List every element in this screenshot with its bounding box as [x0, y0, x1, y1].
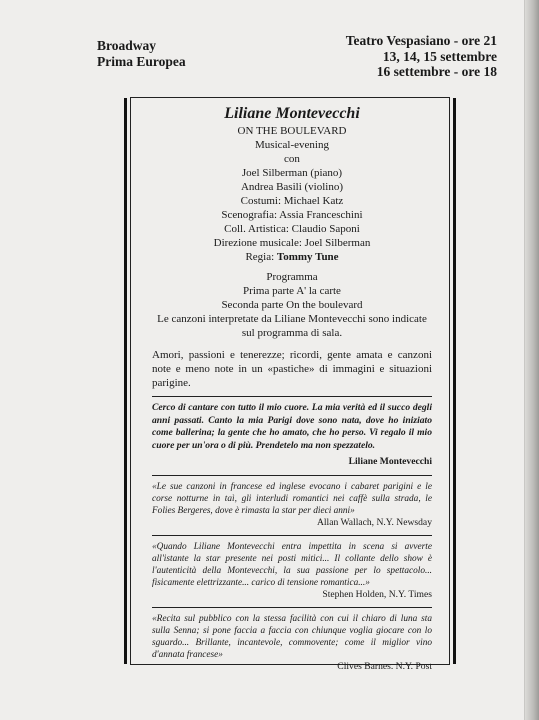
divider [152, 535, 432, 536]
venue-time-line: Teatro Vespasiano - ore 21 [345, 33, 497, 48]
credit-line: Scenografia: Assia Franceschini [221, 209, 363, 221]
con-label: con [284, 153, 300, 165]
book-spine-shadow [525, 0, 539, 720]
show-description: Amori, passioni e tenerezze; ricordi, gente amata e canzoni note e meno note in un «pastiche» di immagini e situazioni parigine. [152, 349, 432, 389]
artist-quote: Cerco di cantare con tutto il mio cuore. La mia verità ed il succo degli anni passati. Canto la mia Parigi dove sono nata, dove ho iniziato come ballerina; la gente che ho amato, che ho perso. Vi regalo il mio cuore per un'ora o di più. Prendetelo ma non spezzatelo. [152, 402, 432, 451]
review-text: «Le sue canzoni in francese ed inglese evocano i cabaret parigini e le corse notturne in taì, gli interludi romantici nei caffè sulla strada, le Folies Bergeres, dove è rimasta la star per dieci anni» [152, 482, 432, 516]
header-right [346, 33, 497, 80]
header-left-line: Prima Europea [97, 53, 186, 69]
programma-heading: Programma [266, 271, 318, 283]
header-left-line: Broadway [97, 38, 157, 53]
credit-line: Direzione musicale: Joel Silberman [213, 237, 371, 249]
performer-title: Liliane Montevecchi [224, 105, 360, 122]
matinee-line: 16 settembre - ore 18 [376, 64, 497, 79]
credit-line: Costumi: Michael Katz [240, 195, 344, 207]
header-left [97, 38, 186, 69]
programma-part: Prima parte A' la carte [243, 285, 341, 297]
divider [152, 396, 432, 397]
divider [152, 475, 432, 476]
review-text: «Recita sul pubblico con la stessa facilità con cui il chiaro di luna sta sulla Senna; si pone faccia a faccia con chiunque voglia giocare con lo sguardo... Brillante, incantevole, commovente; come il miglior vino d'annata francese» [152, 614, 432, 660]
show-genre: Musical-evening [255, 139, 329, 151]
regia-line [152, 250, 432, 264]
review-text: «Quando Liliane Montevecchi entra impettita in scena si avverte all'istante la star presente nei posti mitici... Il collante dello show è l'autenticità della Montevecchi, la sua passione per lo spettacolo... fisicamente elettrizzante... carico di tensione romantica...» [152, 542, 432, 588]
credits-list [152, 166, 432, 264]
review-author: Allan Wallach, N.Y. Newsday [316, 517, 432, 528]
review-author: Clives Barnes. N.Y. Post [337, 661, 432, 672]
divider [152, 607, 432, 608]
credit-line: Joel Silberman (piano) [241, 167, 343, 179]
artist-quote-author: Liliane Montevecchi [348, 456, 432, 467]
programma-part: Seconda parte On the boulevard [221, 299, 363, 311]
credit-line: Coll. Artistica: Claudio Saponi [224, 223, 360, 235]
regia-name: Tommy Tune [276, 251, 339, 263]
credit-line: Andrea Basili (violino) [240, 181, 344, 193]
show-name: ON THE BOULEVARD [237, 125, 347, 137]
dates-line: 13, 14, 15 settembre [382, 48, 497, 64]
programma-note: Le canzoni interpretate da Liliane Montevecchi sono indicate sul programma di sala. [157, 313, 427, 339]
program-content [152, 105, 432, 673]
page-edge [524, 0, 525, 720]
review-author: Stephen Holden, N.Y. Times [322, 589, 432, 600]
regia-label: Regia: [245, 251, 277, 263]
